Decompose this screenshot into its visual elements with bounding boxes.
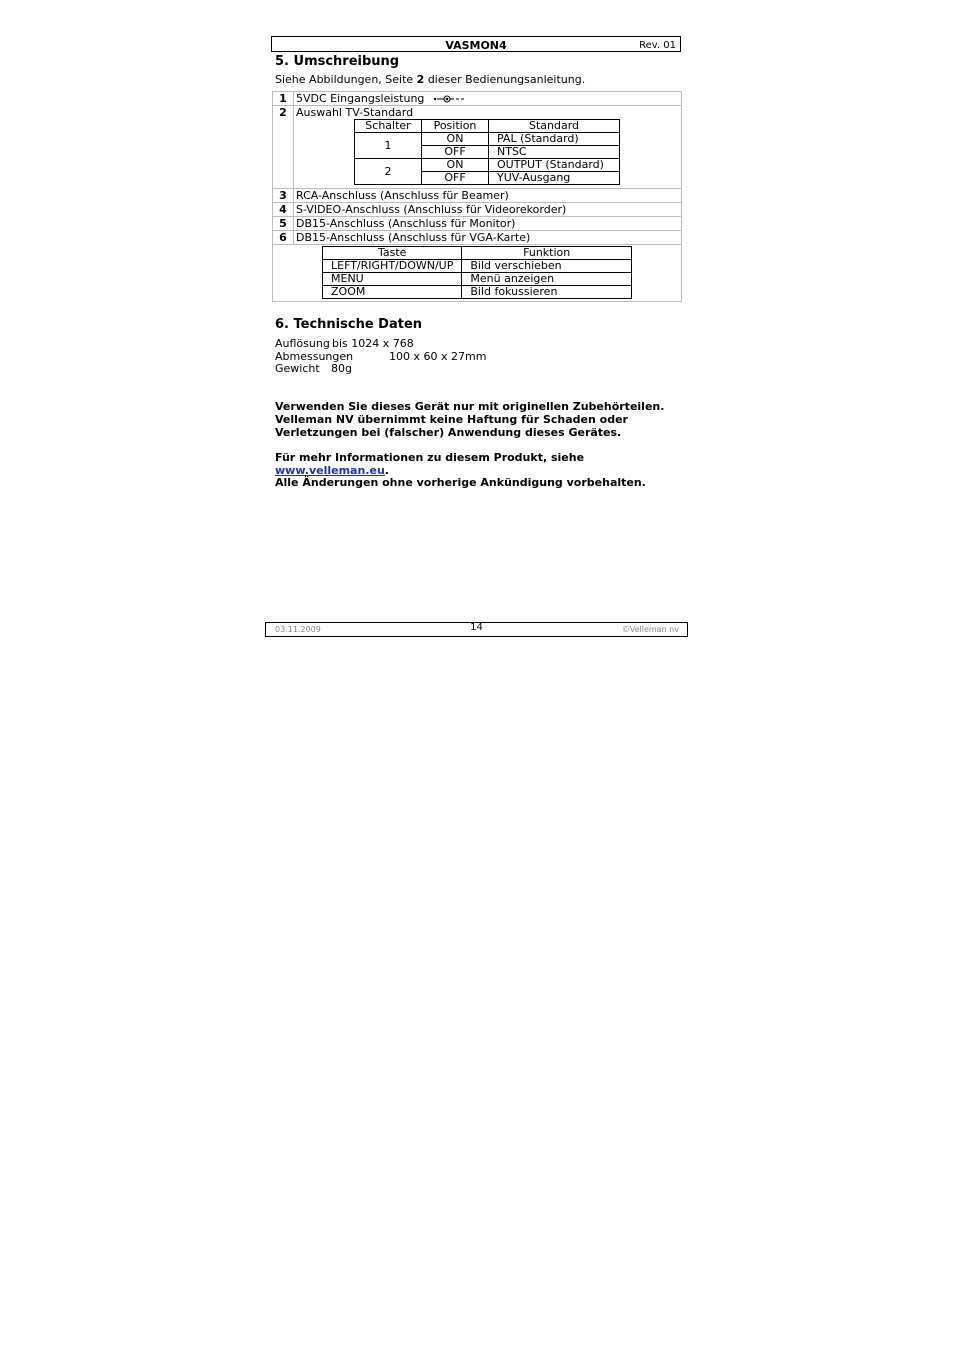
row-number: 6	[273, 231, 294, 245]
table-row	[273, 231, 682, 245]
spec-label: Abmessungen	[275, 350, 354, 363]
table-row	[355, 133, 620, 146]
row-description: RCA-Anschluss (Anschluss für Beamer)	[294, 189, 682, 203]
table-row	[323, 273, 632, 286]
standard-cell: OUTPUT (Standard)	[489, 159, 620, 172]
intro-text: Siehe Abbildungen, Seite	[275, 73, 417, 86]
website-link[interactable]: www.velleman.eu	[275, 464, 385, 477]
table-row	[355, 159, 620, 172]
row-description: DB15-Anschluss (Anschluss für VGA-Karte)	[294, 231, 682, 245]
link-suffix: .	[384, 464, 389, 477]
footer-copyright: ©Velleman nv	[621, 625, 679, 634]
row-number: 3	[273, 189, 294, 203]
position-cell: OFF	[422, 172, 489, 185]
footer-date: 03.11.2009	[275, 625, 321, 634]
page-header	[271, 36, 681, 52]
standard-cell: PAL (Standard)	[489, 133, 620, 146]
row-text: Auswahl TV-Standard	[296, 106, 414, 119]
table-row	[273, 189, 682, 203]
tv-standard-table	[354, 119, 620, 185]
row-number: 5	[273, 217, 294, 231]
spec-label: Gewicht	[275, 362, 320, 375]
position-cell: OFF	[422, 146, 489, 159]
revision-label: Rev. 01	[639, 40, 676, 51]
spec-value: bis 1024 x 768	[332, 337, 414, 350]
table-row	[273, 203, 682, 217]
key-cell: ZOOM	[323, 286, 462, 299]
position-cell: ON	[422, 159, 489, 172]
row-description	[294, 106, 682, 189]
row-number: 1	[273, 92, 294, 106]
table-row	[273, 245, 682, 302]
intro-text-end: dieser Bedienungsanleitung.	[424, 73, 586, 86]
row-description: S-VIDEO-Anschluss (Anschluss für Videorekorder)	[294, 203, 682, 217]
key-table-cell	[273, 245, 682, 302]
column-header: Standard	[489, 120, 620, 133]
description-table	[272, 91, 682, 302]
changes-notice: Alle Änderungen ohne vorherige Ankündigung vorbehalten.	[275, 476, 646, 489]
standard-cell: YUV-Ausgang	[489, 172, 620, 185]
table-row	[273, 217, 682, 231]
key-cell: MENU	[323, 273, 462, 286]
switch-cell: 1	[355, 133, 422, 159]
notice-line: Velleman NV übernimmt keine Haftung für Schaden oder	[275, 413, 628, 426]
intro-page-number: 2	[416, 73, 425, 86]
row-description: DB15-Anschluss (Anschluss für Monitor)	[294, 217, 682, 231]
position-cell: ON	[422, 133, 489, 146]
document-title: VASMON4	[445, 39, 507, 52]
table-row	[323, 286, 632, 299]
notice-line: Verwenden Sie dieses Gerät nur mit originellen Zubehörteilen.	[275, 400, 665, 413]
column-header: Schalter	[355, 120, 422, 133]
column-header: Funktion	[462, 247, 632, 260]
function-cell: Menü anzeigen	[462, 273, 632, 286]
row-number: 4	[273, 203, 294, 217]
spec-value: 80g	[331, 362, 352, 375]
spec-label: Auflösung	[275, 337, 330, 350]
key-cell: LEFT/RIGHT/DOWN/UP	[323, 260, 462, 273]
column-header: Taste	[323, 247, 462, 260]
function-cell: Bild fokussieren	[462, 286, 632, 299]
dc-polarity-icon	[432, 95, 466, 103]
notice-line: Verletzungen bei (falscher) Anwendung dieses Gerätes.	[275, 426, 622, 439]
page-footer	[265, 622, 688, 637]
section-6-heading: 6. Technische Daten	[275, 317, 423, 332]
column-header: Position	[422, 120, 489, 133]
switch-cell: 2	[355, 159, 422, 185]
section-5-heading: 5. Umschreibung	[275, 54, 400, 69]
row-number: 2	[273, 106, 294, 189]
row-text: 5VDC Eingangsleistung	[296, 92, 425, 105]
table-row	[273, 106, 682, 189]
page-number: 14	[470, 622, 483, 633]
spec-value: 100 x 60 x 27mm	[389, 350, 487, 363]
table-row	[273, 92, 682, 106]
function-cell: Bild verschieben	[462, 260, 632, 273]
info-line: Für mehr Informationen zu diesem Produkt, siehe	[275, 451, 585, 464]
standard-cell: NTSC	[489, 146, 620, 159]
key-function-table	[322, 246, 632, 299]
section-5-intro	[275, 73, 585, 86]
row-description	[294, 92, 682, 106]
table-row	[323, 260, 632, 273]
